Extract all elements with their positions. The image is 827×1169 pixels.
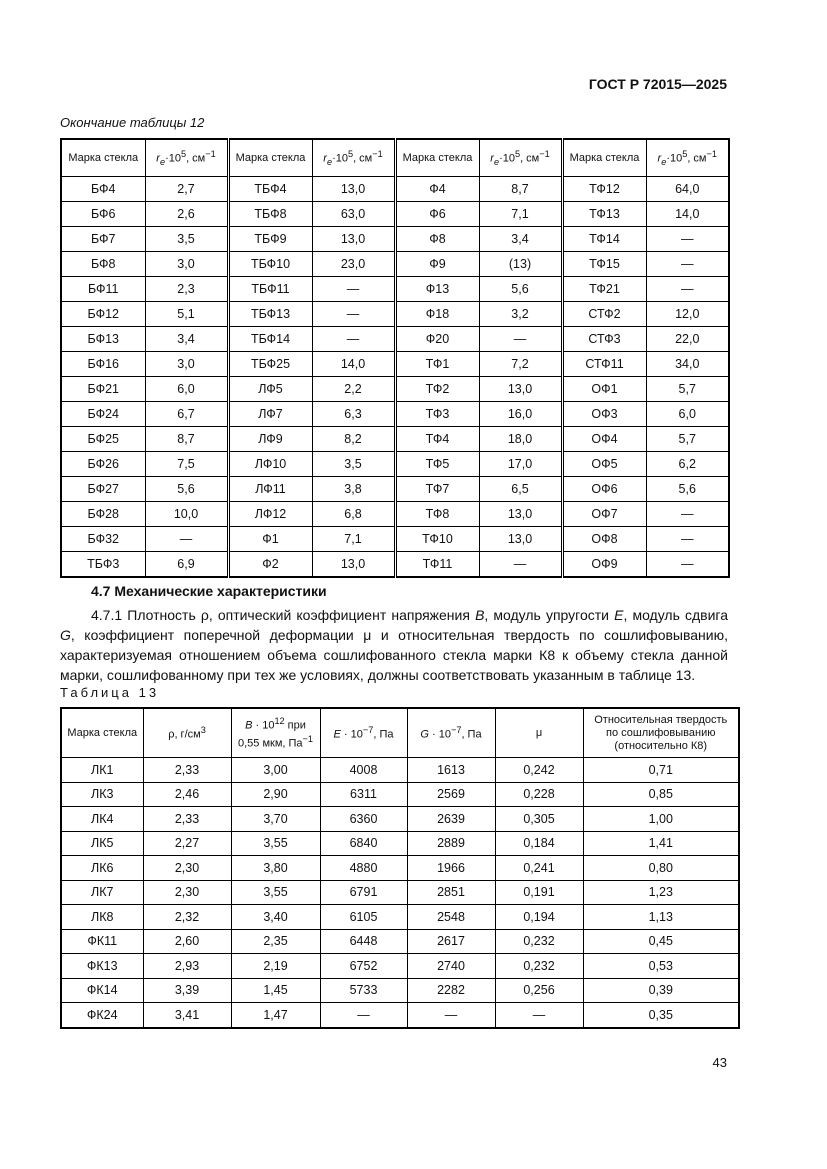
table-cell: ЛФ5 bbox=[228, 377, 312, 402]
table-cell: Ф18 bbox=[395, 302, 479, 327]
col-header-mark: Марка стекла bbox=[61, 139, 145, 177]
table-cell: 2617 bbox=[407, 929, 495, 954]
table-cell: 2889 bbox=[407, 831, 495, 856]
table-cell: ЛК5 bbox=[61, 831, 143, 856]
table-cell: ОФ1 bbox=[562, 377, 646, 402]
table-row bbox=[61, 477, 729, 502]
table-cell: 0,71 bbox=[583, 758, 739, 783]
table-cell: ЛК7 bbox=[61, 880, 143, 905]
table-cell: 6,9 bbox=[145, 552, 228, 578]
table-cell: ОФ9 bbox=[562, 552, 646, 578]
table-cell: ОФ4 bbox=[562, 427, 646, 452]
col-header-relative-hardness: Относительная твердость по сошлифовыванию (относительно К8) bbox=[583, 708, 739, 758]
table-row bbox=[61, 831, 739, 856]
table-cell: (13) bbox=[479, 252, 562, 277]
table-cell: 5,6 bbox=[479, 277, 562, 302]
table-cell: 0,191 bbox=[495, 880, 583, 905]
table-cell: 0,232 bbox=[495, 929, 583, 954]
table-cell: 1,13 bbox=[583, 905, 739, 930]
table-cell: 0,53 bbox=[583, 954, 739, 979]
table-12-caption: Окончание таблицы 12 bbox=[60, 115, 205, 130]
table-cell: 0,305 bbox=[495, 807, 583, 832]
col-header-poisson-ratio: μ bbox=[495, 708, 583, 758]
table-cell: ТБФ25 bbox=[228, 352, 312, 377]
table-row bbox=[61, 227, 729, 252]
table-cell: ТБФ9 bbox=[228, 227, 312, 252]
table-cell: 4880 bbox=[320, 856, 407, 881]
col-header-density: ρ, $г/см^3$ bbox=[143, 708, 231, 758]
table-row bbox=[61, 402, 729, 427]
table-cell: — bbox=[479, 327, 562, 352]
col-header-re: $r_e\cdot 10^5$, $см^{-1}$ bbox=[479, 139, 562, 177]
table-cell: ТФ1 bbox=[395, 352, 479, 377]
table-cell: 3,00 bbox=[231, 758, 320, 783]
table-cell: ФК14 bbox=[61, 978, 143, 1003]
table-cell: 5,7 bbox=[646, 377, 729, 402]
table-cell: 6,5 bbox=[479, 477, 562, 502]
table-cell: 3,80 bbox=[231, 856, 320, 881]
table-cell: Ф9 bbox=[395, 252, 479, 277]
table-cell: — bbox=[646, 502, 729, 527]
table-cell: ФК13 bbox=[61, 954, 143, 979]
table-cell: ТФ4 bbox=[395, 427, 479, 452]
table-cell: ТФ8 bbox=[395, 502, 479, 527]
table-cell: 2,93 bbox=[143, 954, 231, 979]
table-row bbox=[61, 1003, 739, 1028]
table-cell: ТБФ10 bbox=[228, 252, 312, 277]
table-cell: Ф20 bbox=[395, 327, 479, 352]
table-row bbox=[61, 807, 739, 832]
table-cell: 3,70 bbox=[231, 807, 320, 832]
table-row bbox=[61, 758, 739, 783]
table-cell: 6,8 bbox=[312, 502, 395, 527]
table-cell: 4008 bbox=[320, 758, 407, 783]
table-cell: 8,7 bbox=[479, 177, 562, 202]
table-13-header-row bbox=[61, 708, 739, 758]
table-cell: 64,0 bbox=[646, 177, 729, 202]
table-cell: — bbox=[495, 1003, 583, 1028]
table-cell: 6360 bbox=[320, 807, 407, 832]
table-cell: СТФ11 bbox=[562, 352, 646, 377]
table-cell: 16,0 bbox=[479, 402, 562, 427]
table-cell: БФ28 bbox=[61, 502, 145, 527]
table-cell: ФК11 bbox=[61, 929, 143, 954]
table-cell: 12,0 bbox=[646, 302, 729, 327]
table-cell: БФ26 bbox=[61, 452, 145, 477]
table-cell: 3,55 bbox=[231, 831, 320, 856]
table-cell: 2740 bbox=[407, 954, 495, 979]
table-cell: ЛК3 bbox=[61, 782, 143, 807]
table-cell: 1,47 bbox=[231, 1003, 320, 1028]
table-cell: БФ25 bbox=[61, 427, 145, 452]
table-row bbox=[61, 352, 729, 377]
col-header-re: $r_e\cdot 10^5$, $см^{-1}$ bbox=[312, 139, 395, 177]
table-cell: 14,0 bbox=[312, 352, 395, 377]
table-cell: БФ7 bbox=[61, 227, 145, 252]
table-cell: 2,35 bbox=[231, 929, 320, 954]
table-cell: 2,30 bbox=[143, 880, 231, 905]
table-cell: 1,00 bbox=[583, 807, 739, 832]
col-header-mark: Марка стекла bbox=[562, 139, 646, 177]
table-cell: Ф13 bbox=[395, 277, 479, 302]
table-cell: БФ32 bbox=[61, 527, 145, 552]
table-row bbox=[61, 327, 729, 352]
table-cell: — bbox=[312, 277, 395, 302]
table-cell: 2548 bbox=[407, 905, 495, 930]
table-cell: — bbox=[407, 1003, 495, 1028]
table-cell: 5,7 bbox=[646, 427, 729, 452]
table-cell: — bbox=[320, 1003, 407, 1028]
table-cell: 2282 bbox=[407, 978, 495, 1003]
table-cell: 2,6 bbox=[145, 202, 228, 227]
table-cell: ТБФ11 bbox=[228, 277, 312, 302]
table-cell: 18,0 bbox=[479, 427, 562, 452]
table-cell: 3,55 bbox=[231, 880, 320, 905]
table-cell: 0,85 bbox=[583, 782, 739, 807]
table-cell: 3,39 bbox=[143, 978, 231, 1003]
table-cell: ТБФ4 bbox=[228, 177, 312, 202]
table-cell: ТФ12 bbox=[562, 177, 646, 202]
table-cell: 2851 bbox=[407, 880, 495, 905]
table-cell: ЛК8 bbox=[61, 905, 143, 930]
table-cell: 2,32 bbox=[143, 905, 231, 930]
col-header-elastic-modulus: $E \cdot 10^{-7}$, Па bbox=[320, 708, 407, 758]
table-cell: ТБФ13 bbox=[228, 302, 312, 327]
table-cell: 8,7 bbox=[145, 427, 228, 452]
table-cell: 0,80 bbox=[583, 856, 739, 881]
table-cell: 5733 bbox=[320, 978, 407, 1003]
table-row bbox=[61, 202, 729, 227]
table-cell: 0,194 bbox=[495, 905, 583, 930]
table-cell: 5,6 bbox=[646, 477, 729, 502]
section-paragraph: 4.7.1 Плотность ρ, оптический коэффициент напряжения B, модуль упругости E, модуль сдвига G, коэффициент поперечной деформации μ и относительная твердость по сошлифовыванию, характеризуемая отношением объема сошлифованного стекла марки К8 к объему стекла данной марки, сошлифованному при тех же условиях, должны соответствовать указанным в таблице 13. bbox=[60, 607, 728, 683]
table-cell: 5,1 bbox=[145, 302, 228, 327]
table-cell: 7,1 bbox=[479, 202, 562, 227]
table-cell: 8,2 bbox=[312, 427, 395, 452]
table-cell: 3,2 bbox=[479, 302, 562, 327]
table-cell: — bbox=[646, 527, 729, 552]
table-cell: 3,5 bbox=[145, 227, 228, 252]
table-cell: 10,0 bbox=[145, 502, 228, 527]
table-cell: БФ8 bbox=[61, 252, 145, 277]
table-cell: БФ21 bbox=[61, 377, 145, 402]
table-cell: 14,0 bbox=[646, 202, 729, 227]
table-cell: 3,4 bbox=[145, 327, 228, 352]
table-cell: ЛФ11 bbox=[228, 477, 312, 502]
table-cell: 2,2 bbox=[312, 377, 395, 402]
table-row bbox=[61, 978, 739, 1003]
table-cell: 0,241 bbox=[495, 856, 583, 881]
table-cell: ЛК1 bbox=[61, 758, 143, 783]
table-cell: ТФ11 bbox=[395, 552, 479, 578]
table-cell: СТФ2 bbox=[562, 302, 646, 327]
table-cell: 2,30 bbox=[143, 856, 231, 881]
table-row bbox=[61, 880, 739, 905]
table-cell: 0,242 bbox=[495, 758, 583, 783]
table-cell: 17,0 bbox=[479, 452, 562, 477]
table-cell: 3,5 bbox=[312, 452, 395, 477]
table-cell: БФ27 bbox=[61, 477, 145, 502]
table-cell: ТБФ3 bbox=[61, 552, 145, 578]
table-cell: 0,228 bbox=[495, 782, 583, 807]
table-cell: 1,45 bbox=[231, 978, 320, 1003]
table-cell: 6752 bbox=[320, 954, 407, 979]
table-cell: ТФ3 bbox=[395, 402, 479, 427]
table-cell: 13,0 bbox=[312, 177, 395, 202]
table-cell: БФ4 bbox=[61, 177, 145, 202]
table-cell: ТФ14 bbox=[562, 227, 646, 252]
table-cell: 63,0 bbox=[312, 202, 395, 227]
table-cell: 22,0 bbox=[646, 327, 729, 352]
page-number: 43 bbox=[712, 1055, 727, 1070]
table-cell: 1,23 bbox=[583, 880, 739, 905]
table-cell: 6,0 bbox=[145, 377, 228, 402]
table-row bbox=[61, 856, 739, 881]
table-cell: Ф1 bbox=[228, 527, 312, 552]
table-cell: — bbox=[646, 552, 729, 578]
table-cell: 13,0 bbox=[479, 502, 562, 527]
table-cell: ТФ21 bbox=[562, 277, 646, 302]
table-cell: 2,33 bbox=[143, 758, 231, 783]
col-header-re: $r_e\cdot 10^5$, $см^{-1}$ bbox=[145, 139, 228, 177]
table-cell: 6840 bbox=[320, 831, 407, 856]
table-cell: 2569 bbox=[407, 782, 495, 807]
table-cell: 6311 bbox=[320, 782, 407, 807]
table-cell: 0,184 bbox=[495, 831, 583, 856]
table-row bbox=[61, 177, 729, 202]
table-cell: 13,0 bbox=[312, 552, 395, 578]
table-cell: ЛФ10 bbox=[228, 452, 312, 477]
table-row bbox=[61, 277, 729, 302]
table-cell: — bbox=[312, 327, 395, 352]
table-cell: 3,41 bbox=[143, 1003, 231, 1028]
table-row bbox=[61, 252, 729, 277]
table-row bbox=[61, 527, 729, 552]
table-row bbox=[61, 552, 729, 578]
table-cell: БФ11 bbox=[61, 277, 145, 302]
table-cell: БФ12 bbox=[61, 302, 145, 327]
table-cell: — bbox=[646, 227, 729, 252]
col-header-mark: Марка стекла bbox=[61, 708, 143, 758]
table-cell: 6791 bbox=[320, 880, 407, 905]
table-cell: 3,4 bbox=[479, 227, 562, 252]
table-cell: Ф6 bbox=[395, 202, 479, 227]
table-cell: — bbox=[145, 527, 228, 552]
table-row bbox=[61, 905, 739, 930]
table-cell: — bbox=[312, 302, 395, 327]
table-cell: ТБФ14 bbox=[228, 327, 312, 352]
table-cell: 2,46 bbox=[143, 782, 231, 807]
table-cell: 2,27 bbox=[143, 831, 231, 856]
table-cell: 2,19 bbox=[231, 954, 320, 979]
table-cell: Ф2 bbox=[228, 552, 312, 578]
table-row bbox=[61, 377, 729, 402]
table-cell: Ф8 bbox=[395, 227, 479, 252]
table-cell: Ф4 bbox=[395, 177, 479, 202]
table-cell: — bbox=[479, 552, 562, 578]
col-header-mark: Марка стекла bbox=[395, 139, 479, 177]
col-header-stress-coefficient: $B \cdot 10^{12}$ при 0,55 мкм, $Па^{-1}$ bbox=[231, 708, 320, 758]
table-cell: 6,2 bbox=[646, 452, 729, 477]
col-header-mark: Марка стекла bbox=[228, 139, 312, 177]
table-row bbox=[61, 782, 739, 807]
table-cell: 6,7 bbox=[145, 402, 228, 427]
table-cell: 2,90 bbox=[231, 782, 320, 807]
table-cell: 6,0 bbox=[646, 402, 729, 427]
table-cell: ФК24 bbox=[61, 1003, 143, 1028]
table-cell: 7,5 bbox=[145, 452, 228, 477]
table-cell: ОФ3 bbox=[562, 402, 646, 427]
document-code: ГОСТ Р 72015—2025 bbox=[588, 76, 727, 92]
table-cell: ТФ2 bbox=[395, 377, 479, 402]
table-cell: ТФ13 bbox=[562, 202, 646, 227]
table-12-header-row bbox=[61, 139, 729, 177]
table-cell: СТФ3 bbox=[562, 327, 646, 352]
table-cell: ОФ7 bbox=[562, 502, 646, 527]
table-cell: 1,41 bbox=[583, 831, 739, 856]
table-12 bbox=[60, 138, 730, 578]
table-cell: БФ24 bbox=[61, 402, 145, 427]
table-cell: ЛК6 bbox=[61, 856, 143, 881]
table-cell: БФ13 bbox=[61, 327, 145, 352]
table-cell: 7,2 bbox=[479, 352, 562, 377]
table-cell: 13,0 bbox=[479, 527, 562, 552]
table-row bbox=[61, 502, 729, 527]
table-cell: БФ6 bbox=[61, 202, 145, 227]
table-row bbox=[61, 929, 739, 954]
col-header-re: $r_e\cdot 10^5$, $см^{-1}$ bbox=[646, 139, 729, 177]
table-cell: 3,8 bbox=[312, 477, 395, 502]
table-cell: ТФ15 bbox=[562, 252, 646, 277]
table-cell: ОФ5 bbox=[562, 452, 646, 477]
table-cell: 7,1 bbox=[312, 527, 395, 552]
table-cell: ЛФ12 bbox=[228, 502, 312, 527]
table-cell: 2639 bbox=[407, 807, 495, 832]
table-cell: — bbox=[646, 252, 729, 277]
table-13 bbox=[60, 707, 740, 1029]
table-cell: 0,35 bbox=[583, 1003, 739, 1028]
section-heading: 4.7 Механические характеристики bbox=[91, 583, 327, 599]
table-row bbox=[61, 427, 729, 452]
table-cell: 2,7 bbox=[145, 177, 228, 202]
table-cell: ТФ5 bbox=[395, 452, 479, 477]
table-cell: 3,0 bbox=[145, 352, 228, 377]
table-row bbox=[61, 302, 729, 327]
table-cell: 6448 bbox=[320, 929, 407, 954]
table-cell: ОФ8 bbox=[562, 527, 646, 552]
table-cell: ТБФ8 bbox=[228, 202, 312, 227]
table-cell: 1613 bbox=[407, 758, 495, 783]
table-13-caption: Таблица 13 bbox=[60, 685, 160, 700]
table-cell: 23,0 bbox=[312, 252, 395, 277]
table-cell: ТФ10 bbox=[395, 527, 479, 552]
table-row bbox=[61, 452, 729, 477]
table-cell: ОФ6 bbox=[562, 477, 646, 502]
table-cell: 2,33 bbox=[143, 807, 231, 832]
table-cell: 1966 bbox=[407, 856, 495, 881]
table-cell: 3,0 bbox=[145, 252, 228, 277]
table-cell: ЛФ7 bbox=[228, 402, 312, 427]
table-cell: ЛФ9 bbox=[228, 427, 312, 452]
table-cell: 13,0 bbox=[479, 377, 562, 402]
table-cell: 0,39 bbox=[583, 978, 739, 1003]
table-cell: 5,6 bbox=[145, 477, 228, 502]
table-cell: 2,60 bbox=[143, 929, 231, 954]
table-cell: — bbox=[646, 277, 729, 302]
table-cell: ЛК4 bbox=[61, 807, 143, 832]
table-cell: 13,0 bbox=[312, 227, 395, 252]
table-cell: 34,0 bbox=[646, 352, 729, 377]
table-cell: 0,232 bbox=[495, 954, 583, 979]
table-cell: БФ16 bbox=[61, 352, 145, 377]
table-cell: 6105 bbox=[320, 905, 407, 930]
table-cell: ТФ7 bbox=[395, 477, 479, 502]
table-row bbox=[61, 954, 739, 979]
col-header-shear-modulus: $G \cdot 10^{-7}$, Па bbox=[407, 708, 495, 758]
table-cell: 2,3 bbox=[145, 277, 228, 302]
table-cell: 6,3 bbox=[312, 402, 395, 427]
table-cell: 0,256 bbox=[495, 978, 583, 1003]
table-cell: 0,45 bbox=[583, 929, 739, 954]
table-cell: 3,40 bbox=[231, 905, 320, 930]
